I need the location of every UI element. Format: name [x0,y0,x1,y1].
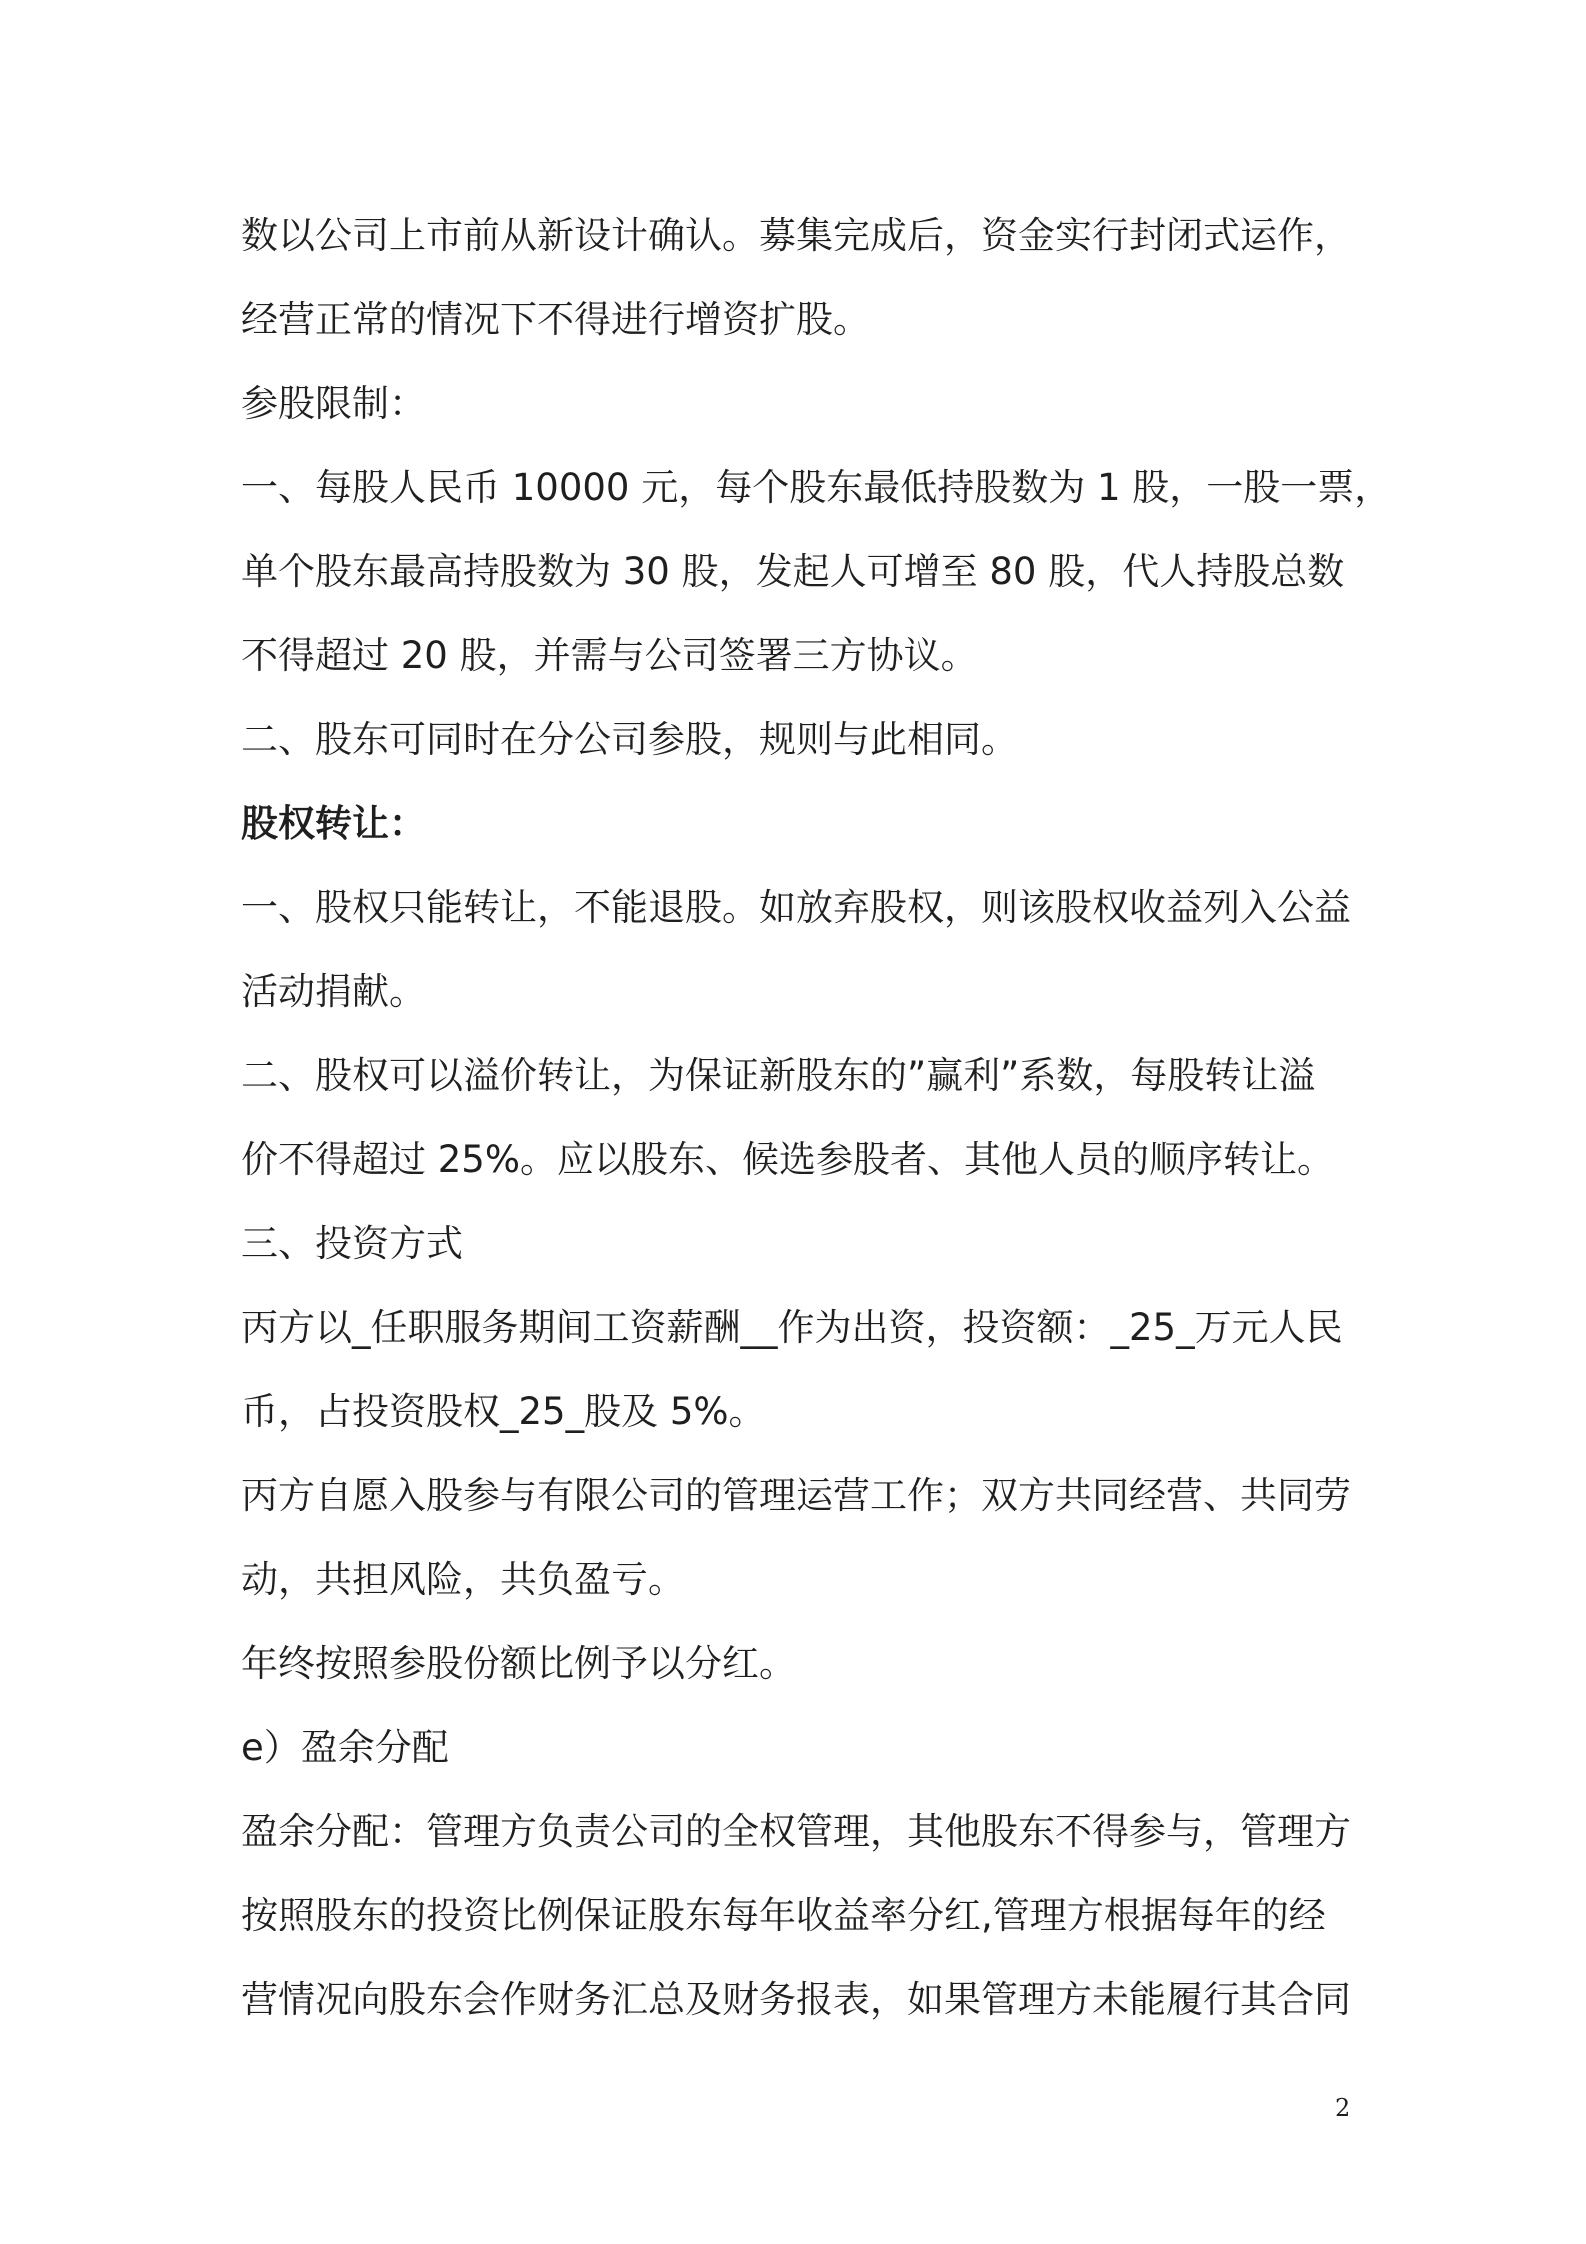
text-line: 经营正常的情况下不得进行增资扩股。 [241,298,870,341]
text-line: 盈余分配：管理方负责公司的全权管理，其他股东不得参与，管理方 [241,1810,1351,1853]
text-line: 币，占投资股权_25_股及 5%。 [241,1390,766,1433]
text-line: 不得超过 20 股，并需与公司签署三方协议。 [241,634,978,677]
text-line: 活动捐献。 [241,970,426,1013]
text-line: 按照股东的投资比例保证股东每年收益率分红,管理方根据每年的经 [241,1894,1326,1937]
text-line: 价不得超过 25%。应以股东、候选参股者、其他人员的顺序转让。 [241,1138,1334,1181]
text-line: e）盈余分配 [241,1726,449,1769]
text-line: 数以公司上市前从新设计确认。募集完成后，资金实行封闭式运作， [241,214,1351,257]
text-line: 年终按照参股份额比例予以分红。 [241,1642,796,1685]
text-line: 二、股东可同时在分公司参股，规则与此相同。 [241,718,1018,761]
text-line: 二、股权可以溢价转让，为保证新股东的”赢利”系数，每股转让溢 [241,1054,1316,1097]
document-body [241,194,1392,2042]
text-line: 营情况向股东会作财务汇总及财务报表，如果管理方未能履行其合同 [241,1978,1351,2021]
text-line: 丙方自愿入股参与有限公司的管理运营工作；双方共同经营、共同劳 [241,1474,1351,1517]
text-line: 一、股权只能转让，不能退股。如放弃股权，则该股权收益列入公益 [241,886,1351,929]
text-line: 股权转让： [241,802,426,845]
text-line: 丙方以_任职服务期间工资薪酬__作为出资，投资额：_25_万元人民 [241,1306,1343,1349]
page-number: 2 [1335,2094,1351,2122]
text-line: 三、投资方式 [241,1222,463,1265]
text-line: 动，共担风险，共负盈亏。 [241,1558,685,1601]
text-line: 参股限制： [241,382,426,425]
text-line: 单个股东最高持股数为 30 股，发起人可增至 80 股，代人持股总数 [241,550,1345,593]
text-line: 一、每股人民币 10000 元，每个股东最低持股数为 1 股，一股一票， [241,466,1392,509]
